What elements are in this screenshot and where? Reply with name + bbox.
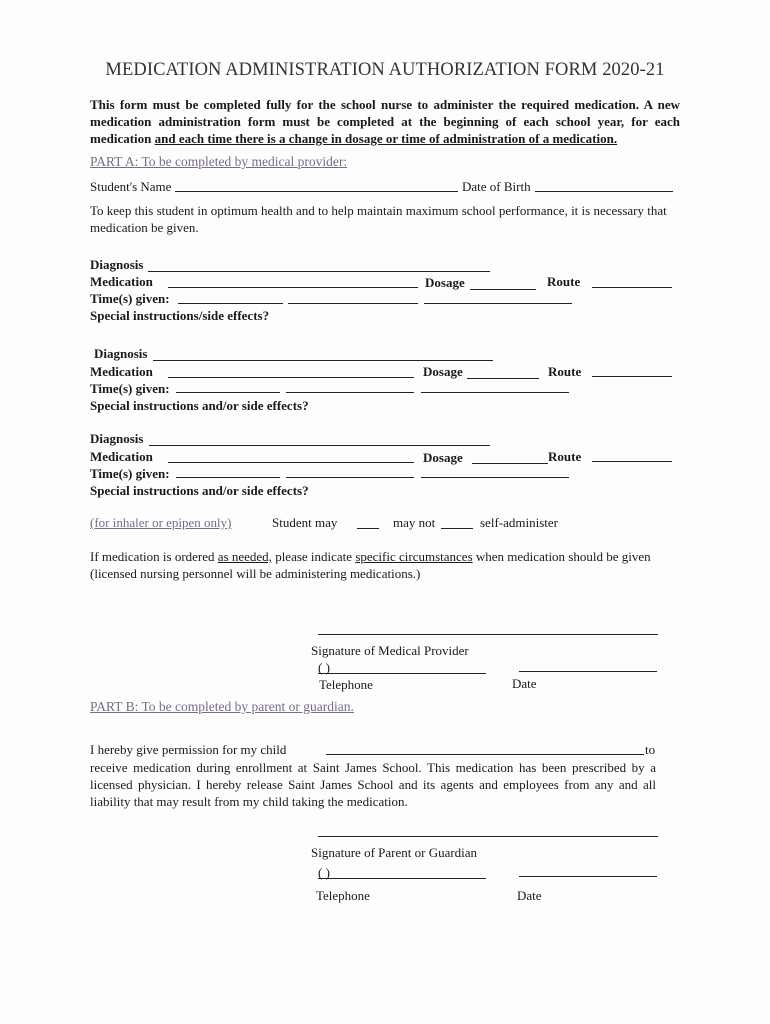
- time-field-3a[interactable]: [176, 477, 280, 478]
- time-field-3b[interactable]: [286, 477, 414, 478]
- parent-telephone-field[interactable]: [318, 878, 486, 879]
- medication-label-1: Medication: [90, 274, 153, 289]
- diagnosis-label-1: Diagnosis: [90, 257, 144, 272]
- inhaler-epipen-note: (for inhaler or epipen only): [90, 515, 232, 530]
- as-needed-text-1: If medication is ordered: [90, 549, 218, 564]
- medication-label-2: Medication: [90, 364, 153, 379]
- medication-label-3: Medication: [90, 449, 153, 464]
- provider-signature-label: Signature of Medical Provider: [311, 643, 469, 658]
- time-field-1a[interactable]: [178, 303, 283, 304]
- provider-phone-paren: ( ): [318, 660, 330, 675]
- student-name-label: Student's Name: [90, 179, 172, 194]
- parent-signature-label: Signature of Parent or Guardian: [311, 845, 478, 860]
- dosage-label-3: Dosage: [423, 450, 463, 465]
- provider-signature-field[interactable]: [318, 634, 658, 635]
- as-needed-underlined: as needed,: [217, 549, 272, 564]
- as-needed-text-2: please indicate: [271, 549, 356, 564]
- as-needed-text-3: when medication should be given (licensed nursing personnel will be administering medications.): [90, 549, 651, 581]
- time-field-2b[interactable]: [286, 392, 414, 393]
- form-title: MEDICATION ADMINISTRATION AUTHORIZATION FORM 2020-21: [105, 60, 665, 80]
- diagnosis-field-1[interactable]: [148, 271, 490, 272]
- route-label-2: Route: [548, 364, 582, 379]
- route-label-3: Route: [548, 449, 582, 464]
- may-not-label: may not: [393, 515, 436, 530]
- time-field-3c[interactable]: [421, 477, 569, 478]
- dosage-label-1: Dosage: [425, 275, 465, 290]
- route-label-1: Route: [547, 274, 581, 289]
- time-field-2a[interactable]: [176, 392, 280, 393]
- route-field-1[interactable]: [592, 287, 672, 288]
- student-may-field[interactable]: [357, 528, 379, 529]
- parent-telephone-label: Telephone: [316, 888, 370, 903]
- provider-date-label: Date: [512, 676, 537, 691]
- time-field-1c[interactable]: [424, 303, 572, 304]
- parent-signature-field[interactable]: [318, 836, 658, 837]
- medication-field-1[interactable]: [168, 287, 418, 288]
- intro-paragraph: [90, 96, 680, 147]
- parent-date-field[interactable]: [519, 876, 657, 877]
- times-label-3: Time(s) given:: [90, 466, 170, 481]
- provider-telephone-field[interactable]: [318, 673, 486, 674]
- child-name-field[interactable]: [326, 754, 644, 755]
- dosage-field-3[interactable]: [472, 463, 548, 464]
- parent-date-label: Date: [517, 888, 542, 903]
- time-field-2c[interactable]: [421, 392, 569, 393]
- times-label-2: Time(s) given:: [90, 381, 170, 396]
- times-label-1: Time(s) given:: [90, 291, 170, 306]
- diagnosis-field-3[interactable]: [149, 445, 490, 446]
- special-label-2: Special instructions and/or side effects?: [90, 398, 309, 413]
- permission-paragraph: receive medication during enrollment at Saint James School. This medication has been prescribed by a licensed physician. I hereby release Saint James School and its agents and employees from any and all liability that may result from my child taking the medication.: [90, 760, 656, 809]
- part-a-heading: PART A: To be completed by medical provider:: [90, 154, 348, 169]
- intro-underlined-text: and each time there is a change in dosage or time of administration of a medication.: [154, 131, 618, 146]
- special-label-3: Special instructions and/or side effects?: [90, 483, 309, 498]
- diagnosis-label-3: Diagnosis: [90, 431, 144, 446]
- medication-field-2[interactable]: [168, 377, 414, 378]
- diagnosis-label-2: Diagnosis: [94, 346, 148, 361]
- route-field-2[interactable]: [592, 376, 672, 377]
- parent-phone-paren: ( ): [318, 865, 330, 880]
- diagnosis-field-2[interactable]: [153, 360, 493, 361]
- permission-start: I hereby give permission for my child: [90, 742, 287, 757]
- health-statement: To keep this student in optimum health and to help maintain maximum school performance, it is necessary that medication be given.: [90, 203, 667, 235]
- time-field-1b[interactable]: [288, 303, 418, 304]
- may-not-field[interactable]: [441, 528, 473, 529]
- dosage-label-2: Dosage: [423, 364, 463, 379]
- dob-field[interactable]: [535, 191, 673, 192]
- as-needed-paragraph: [90, 548, 660, 582]
- provider-date-field[interactable]: [519, 671, 657, 672]
- intro-text: This form must be completed fully for the school nurse to administer the required medication. A new medication administration form must be completed at the beginning of each school year, for each medication: [90, 97, 680, 146]
- specific-circumstances-underlined: specific circumstances: [355, 549, 473, 564]
- dosage-field-2[interactable]: [467, 378, 539, 379]
- self-administer-label: self-administer: [480, 515, 558, 530]
- part-b-heading: PART B: To be completed by parent or guardian.: [90, 699, 354, 714]
- dob-label: Date of Birth: [462, 179, 531, 194]
- medication-field-3[interactable]: [168, 462, 414, 463]
- permission-to: to: [645, 742, 656, 757]
- dosage-field-1[interactable]: [470, 289, 536, 290]
- student-may-label: Student may: [272, 515, 338, 530]
- route-field-3[interactable]: [592, 461, 672, 462]
- student-name-field[interactable]: [175, 191, 458, 192]
- provider-telephone-label: Telephone: [319, 677, 373, 692]
- special-label-1: Special instructions/side effects?: [90, 308, 270, 323]
